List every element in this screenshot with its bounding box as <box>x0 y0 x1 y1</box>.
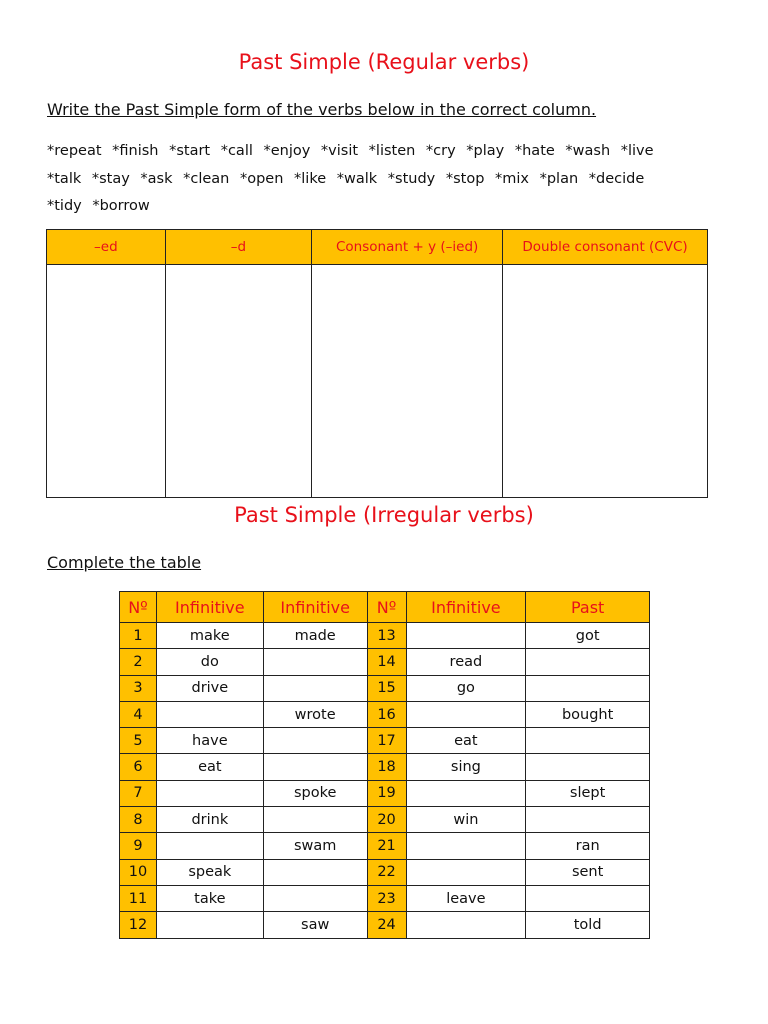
past-cell[interactable] <box>526 754 650 780</box>
table-row <box>120 807 650 833</box>
past-cell: made <box>263 623 367 649</box>
infinitive-cell[interactable] <box>406 833 526 859</box>
past-cell: ran <box>526 833 650 859</box>
row-number: 7 <box>120 780 157 806</box>
verb-list-line: *talk *stay *ask *clean *open *like *walk *study *stop *mix *plan *decide <box>47 171 645 187</box>
row-number: 17 <box>367 728 406 754</box>
verb-list-line: *tidy *borrow <box>47 198 150 214</box>
infinitive-cell: go <box>406 675 526 701</box>
past-cell[interactable] <box>263 675 367 701</box>
infinitive-cell: leave <box>406 885 526 911</box>
past-cell: spoke <box>263 780 367 806</box>
row-number: 6 <box>120 754 157 780</box>
row-number: 4 <box>120 701 157 727</box>
table-row <box>120 754 650 780</box>
row-number: 1 <box>120 623 157 649</box>
infinitive-cell: eat <box>406 728 526 754</box>
past-cell[interactable] <box>526 807 650 833</box>
infinitive-cell: read <box>406 649 526 675</box>
past-cell: sent <box>526 859 650 885</box>
row-number: 22 <box>367 859 406 885</box>
infinitive-cell: make <box>156 623 263 649</box>
past-cell[interactable] <box>263 885 367 911</box>
header-number: Nº <box>120 592 157 623</box>
past-cell[interactable] <box>263 728 367 754</box>
table-row <box>120 912 650 938</box>
past-cell: told <box>526 912 650 938</box>
row-number: 21 <box>367 833 406 859</box>
column-header-d: –d <box>165 230 312 265</box>
row-number: 9 <box>120 833 157 859</box>
infinitive-cell: drink <box>156 807 263 833</box>
row-number: 13 <box>367 623 406 649</box>
infinitive-cell[interactable] <box>156 833 263 859</box>
header-infinitive: Infinitive <box>263 592 367 623</box>
infinitive-cell: speak <box>156 859 263 885</box>
row-number: 23 <box>367 885 406 911</box>
row-number: 18 <box>367 754 406 780</box>
past-cell[interactable] <box>526 728 650 754</box>
past-cell[interactable] <box>263 754 367 780</box>
past-cell[interactable] <box>526 675 650 701</box>
past-cell[interactable] <box>526 885 650 911</box>
answer-cell-ed[interactable] <box>47 265 166 498</box>
verb-list-line: *repeat *finish *start *call *enjoy *visit *listen *cry *play *hate *wash *live <box>47 143 654 159</box>
table-row <box>120 780 650 806</box>
past-cell: got <box>526 623 650 649</box>
infinitive-cell[interactable] <box>406 859 526 885</box>
table-row <box>120 885 650 911</box>
past-cell[interactable] <box>263 649 367 675</box>
infinitive-cell: sing <box>406 754 526 780</box>
infinitive-cell[interactable] <box>156 780 263 806</box>
regular-verbs-table <box>46 229 708 498</box>
past-cell: slept <box>526 780 650 806</box>
row-number: 11 <box>120 885 157 911</box>
infinitive-cell[interactable] <box>406 623 526 649</box>
row-number: 8 <box>120 807 157 833</box>
infinitive-cell[interactable] <box>406 780 526 806</box>
row-number: 2 <box>120 649 157 675</box>
table-row <box>120 859 650 885</box>
past-cell: saw <box>263 912 367 938</box>
infinitive-cell[interactable] <box>156 912 263 938</box>
irregular-verbs-instruction: Complete the table <box>47 553 202 572</box>
table-row <box>120 728 650 754</box>
answer-cell-cvc[interactable] <box>503 265 708 498</box>
past-cell[interactable] <box>263 807 367 833</box>
infinitive-cell: eat <box>156 754 263 780</box>
column-header-cvc: Double consonant (CVC) <box>503 230 708 265</box>
column-header-ied: Consonant + y (–ied) <box>312 230 503 265</box>
header-past: Past <box>526 592 650 623</box>
answer-cell-ied[interactable] <box>312 265 503 498</box>
infinitive-cell[interactable] <box>406 701 526 727</box>
irregular-verbs-title: Past Simple (Irregular verbs) <box>234 503 534 527</box>
infinitive-cell[interactable] <box>406 912 526 938</box>
table-row <box>120 623 650 649</box>
column-header-ed: –ed <box>47 230 166 265</box>
infinitive-cell: have <box>156 728 263 754</box>
regular-verbs-title: Past Simple (Regular verbs) <box>238 50 530 74</box>
row-number: 3 <box>120 675 157 701</box>
past-cell: swam <box>263 833 367 859</box>
table-row <box>120 701 650 727</box>
infinitive-cell: take <box>156 885 263 911</box>
header-infinitive: Infinitive <box>406 592 526 623</box>
row-number: 5 <box>120 728 157 754</box>
row-number: 16 <box>367 701 406 727</box>
row-number: 15 <box>367 675 406 701</box>
row-number: 10 <box>120 859 157 885</box>
infinitive-cell: do <box>156 649 263 675</box>
past-cell: bought <box>526 701 650 727</box>
regular-verbs-instruction: Write the Past Simple form of the verbs below in the correct column. <box>47 100 597 119</box>
past-cell[interactable] <box>263 859 367 885</box>
infinitive-cell: drive <box>156 675 263 701</box>
row-number: 24 <box>367 912 406 938</box>
past-cell[interactable] <box>526 649 650 675</box>
infinitive-cell: win <box>406 807 526 833</box>
irregular-verbs-rows <box>120 623 650 939</box>
row-number: 19 <box>367 780 406 806</box>
infinitive-cell[interactable] <box>156 701 263 727</box>
header-infinitive: Infinitive <box>156 592 263 623</box>
row-number: 14 <box>367 649 406 675</box>
table-row <box>120 649 650 675</box>
row-number: 12 <box>120 912 157 938</box>
table-row <box>120 833 650 859</box>
table-row <box>120 675 650 701</box>
irregular-verbs-table <box>119 591 650 939</box>
past-cell: wrote <box>263 701 367 727</box>
header-number: Nº <box>367 592 406 623</box>
answer-cell-d[interactable] <box>165 265 312 498</box>
row-number: 20 <box>367 807 406 833</box>
